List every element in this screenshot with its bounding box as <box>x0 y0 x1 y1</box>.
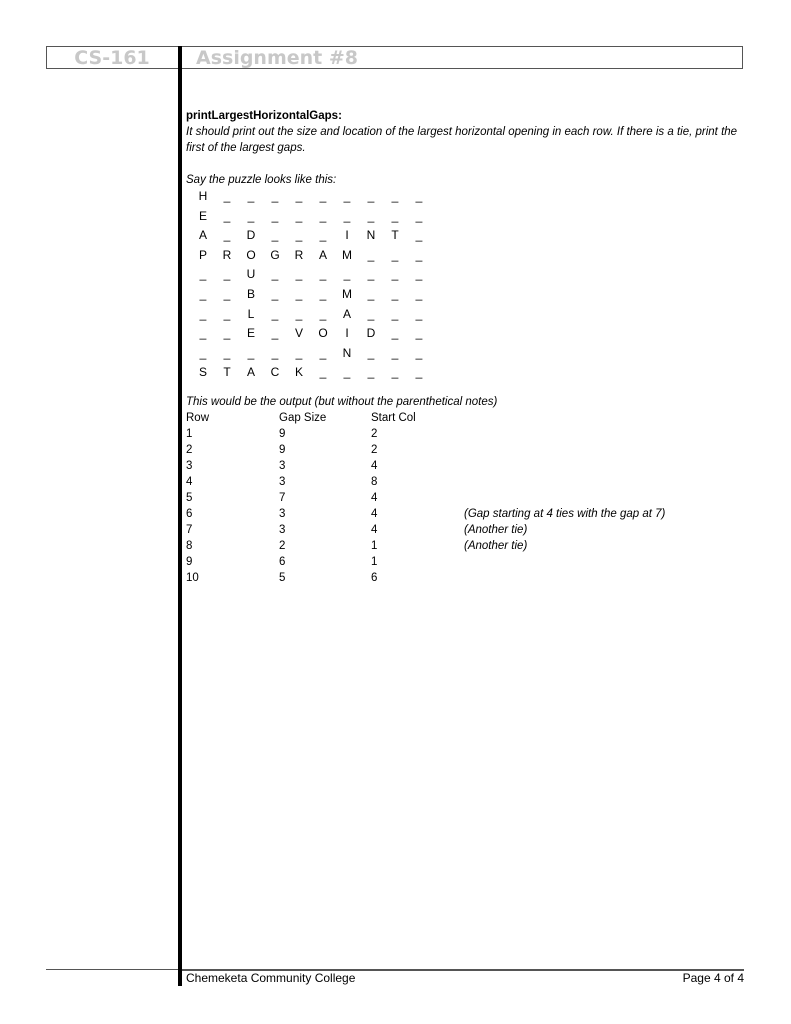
puzzle-cell: _ <box>391 189 399 203</box>
puzzle-cell: _ <box>223 326 231 341</box>
row-note: (Gap starting at 4 ties with the gap at 7) <box>464 508 666 520</box>
header-start-col: Start Col <box>371 412 416 424</box>
row-number: 1 <box>186 428 193 440</box>
puzzle-cell: T <box>223 365 231 380</box>
puzzle-cell: _ <box>343 189 351 203</box>
header-gap-size: Gap Size <box>279 412 327 424</box>
row-note: (Another tie) <box>464 524 528 536</box>
gap-size: 5 <box>279 572 286 584</box>
puzzle-cell: _ <box>367 287 375 301</box>
page-content <box>186 108 746 586</box>
puzzle-cell: D <box>366 326 376 341</box>
puzzle-cell: B <box>246 287 255 301</box>
puzzle-cell: G <box>270 247 280 262</box>
margin-rule <box>178 46 182 986</box>
puzzle-cell: H <box>198 189 208 203</box>
puzzle-cell: _ <box>247 345 255 360</box>
puzzle-grid <box>186 188 446 378</box>
puzzle-cell: _ <box>223 287 231 301</box>
puzzle-cell: _ <box>415 365 423 380</box>
function-name: printLargestHorizontalGaps: <box>186 110 342 122</box>
puzzle-cell: _ <box>295 208 303 223</box>
puzzle-cell: _ <box>223 208 231 223</box>
puzzle-cell: O <box>318 326 328 341</box>
puzzle-cell: _ <box>223 345 231 360</box>
puzzle-cell: _ <box>415 247 423 262</box>
puzzle-intro: Say the puzzle looks like this: <box>186 174 337 186</box>
puzzle-cell: _ <box>391 365 399 380</box>
table-row <box>186 506 665 522</box>
footer-page-number: Page 4 of 4 <box>682 971 744 985</box>
table-row <box>186 442 665 458</box>
table-header-row <box>186 410 665 426</box>
row-number: 4 <box>186 476 193 488</box>
row-number: 3 <box>186 460 193 472</box>
footer-rule-left <box>46 969 178 970</box>
puzzle-cell: I <box>345 228 349 243</box>
table-row <box>186 490 665 506</box>
puzzle-cell: _ <box>199 345 207 360</box>
puzzle-cell: _ <box>295 306 303 321</box>
puzzle-cell: _ <box>223 228 231 243</box>
puzzle-cell: R <box>222 247 232 262</box>
puzzle-cell: _ <box>343 365 351 380</box>
puzzle-cell: _ <box>415 228 423 243</box>
puzzle-cell: _ <box>223 306 231 321</box>
output-table <box>186 410 665 586</box>
gap-size: 9 <box>279 444 286 456</box>
gap-size: 3 <box>279 460 286 472</box>
puzzle-cell: _ <box>367 345 375 360</box>
puzzle-cell: _ <box>391 247 399 262</box>
puzzle-cell: S <box>198 365 207 380</box>
puzzle-cell: _ <box>319 228 327 243</box>
gap-size: 3 <box>279 524 286 536</box>
row-number: 5 <box>186 492 193 504</box>
start-col: 4 <box>371 492 378 504</box>
puzzle-cell: I <box>345 326 349 341</box>
start-col: 1 <box>371 540 378 552</box>
puzzle-cell: _ <box>271 345 279 360</box>
row-number: 2 <box>186 444 193 456</box>
footer-college: Chemeketa Community College <box>186 971 356 985</box>
gap-size: 2 <box>279 540 286 552</box>
row-note <box>464 426 665 442</box>
puzzle-cell: _ <box>391 287 399 301</box>
start-col: 4 <box>371 524 378 536</box>
puzzle-cell: _ <box>415 345 423 360</box>
puzzle-cell: _ <box>367 267 375 282</box>
puzzle-cell: L <box>247 306 255 321</box>
puzzle-cell: A <box>198 228 207 243</box>
row-number: 8 <box>186 540 193 552</box>
puzzle-cell: _ <box>319 306 327 321</box>
puzzle-cell: _ <box>415 326 423 341</box>
puzzle-cell: K <box>294 365 303 380</box>
puzzle-cell: _ <box>295 287 303 301</box>
puzzle-cell: _ <box>223 189 231 203</box>
start-col: 4 <box>371 460 378 472</box>
puzzle-cell: A <box>246 365 255 380</box>
start-col: 4 <box>371 508 378 520</box>
table-row <box>186 474 665 490</box>
puzzle-cell: _ <box>415 306 423 321</box>
puzzle-cell: _ <box>199 287 207 301</box>
puzzle-cell: _ <box>367 365 375 380</box>
puzzle-cell: _ <box>367 208 375 223</box>
puzzle-cell: N <box>366 228 376 243</box>
puzzle-cell: R <box>294 247 304 262</box>
table-row <box>186 538 665 554</box>
puzzle-cell: _ <box>391 267 399 282</box>
start-col: 8 <box>371 476 378 488</box>
puzzle-cell: E <box>246 326 255 341</box>
puzzle-cell: _ <box>271 306 279 321</box>
row-note <box>464 458 665 474</box>
puzzle-cell: _ <box>391 345 399 360</box>
puzzle-cell: _ <box>415 208 423 223</box>
puzzle-cell: _ <box>271 189 279 203</box>
puzzle-cell: _ <box>319 208 327 223</box>
puzzle-cell: A <box>342 306 351 321</box>
start-col: 2 <box>371 428 378 440</box>
puzzle-cell: P <box>198 247 207 262</box>
puzzle-cell: _ <box>415 267 423 282</box>
puzzle-cell: _ <box>391 208 399 223</box>
puzzle-cell: O <box>246 247 256 262</box>
puzzle-cell: _ <box>271 208 279 223</box>
table-row <box>186 522 665 538</box>
start-col: 2 <box>371 444 378 456</box>
table-row <box>186 554 665 570</box>
puzzle-cell: M <box>342 247 352 262</box>
puzzle-cell: _ <box>271 228 279 243</box>
puzzle-cell: _ <box>271 287 279 301</box>
puzzle-cell: _ <box>247 208 255 223</box>
row-note <box>464 570 665 586</box>
puzzle-cell: _ <box>247 189 255 203</box>
puzzle-cell: _ <box>223 267 231 282</box>
puzzle-cell: E <box>198 208 207 223</box>
puzzle-cell: _ <box>295 189 303 203</box>
puzzle-cell: U <box>246 267 256 282</box>
puzzle-cell: A <box>318 247 327 262</box>
puzzle-cell: T <box>391 228 399 243</box>
start-col: 1 <box>371 556 378 568</box>
gap-size: 3 <box>279 476 286 488</box>
puzzle-cell: D <box>246 228 256 243</box>
gap-size: 3 <box>279 508 286 520</box>
puzzle-cell: C <box>270 365 280 380</box>
puzzle-cell: _ <box>415 287 423 301</box>
puzzle-cell: M <box>342 287 352 301</box>
puzzle-cell: _ <box>319 365 327 380</box>
puzzle-cell: N <box>342 345 352 360</box>
table-row <box>186 458 665 474</box>
row-note <box>464 474 665 490</box>
puzzle-cell: _ <box>295 267 303 282</box>
puzzle-cell: _ <box>319 267 327 282</box>
assignment-title: Assignment #8 <box>196 47 359 69</box>
start-col: 6 <box>371 572 378 584</box>
puzzle-cell: _ <box>271 326 279 341</box>
table-row <box>186 426 665 442</box>
puzzle-cell: _ <box>199 326 207 341</box>
puzzle-cell: _ <box>391 306 399 321</box>
puzzle-cell: _ <box>367 247 375 262</box>
row-number: 6 <box>186 508 193 520</box>
row-note <box>464 490 665 506</box>
puzzle-cell: _ <box>343 267 351 282</box>
puzzle-cell: _ <box>199 306 207 321</box>
puzzle-cell: _ <box>295 228 303 243</box>
row-number: 10 <box>186 572 199 584</box>
output-intro: This would be the output (but without the parenthetical notes) <box>186 396 498 408</box>
gap-size: 7 <box>279 492 286 504</box>
row-number: 7 <box>186 524 193 536</box>
function-description: It should print out the size and location of the largest horizontal opening in each row. If there is a tie, print the first of the largest gaps. <box>186 126 738 154</box>
puzzle-cell: _ <box>391 326 399 341</box>
puzzle-cell: _ <box>367 189 375 203</box>
row-note: (Another tie) <box>464 540 528 552</box>
puzzle-cell: _ <box>319 287 327 301</box>
table-row <box>186 570 665 586</box>
row-note <box>464 554 665 570</box>
gap-size: 6 <box>279 556 286 568</box>
puzzle-cell: _ <box>319 345 327 360</box>
row-number: 9 <box>186 556 193 568</box>
puzzle-cell: _ <box>271 267 279 282</box>
puzzle-cell: _ <box>199 267 207 282</box>
header-row: Row <box>186 412 210 424</box>
puzzle-cell: _ <box>319 189 327 203</box>
puzzle-cell: _ <box>295 345 303 360</box>
puzzle-cell: V <box>294 326 303 341</box>
puzzle-cell: _ <box>343 208 351 223</box>
puzzle-cell: _ <box>415 189 423 203</box>
course-code: CS-161 <box>74 47 150 69</box>
row-note <box>464 442 665 458</box>
gap-size: 9 <box>279 428 286 440</box>
puzzle-cell: _ <box>367 306 375 321</box>
